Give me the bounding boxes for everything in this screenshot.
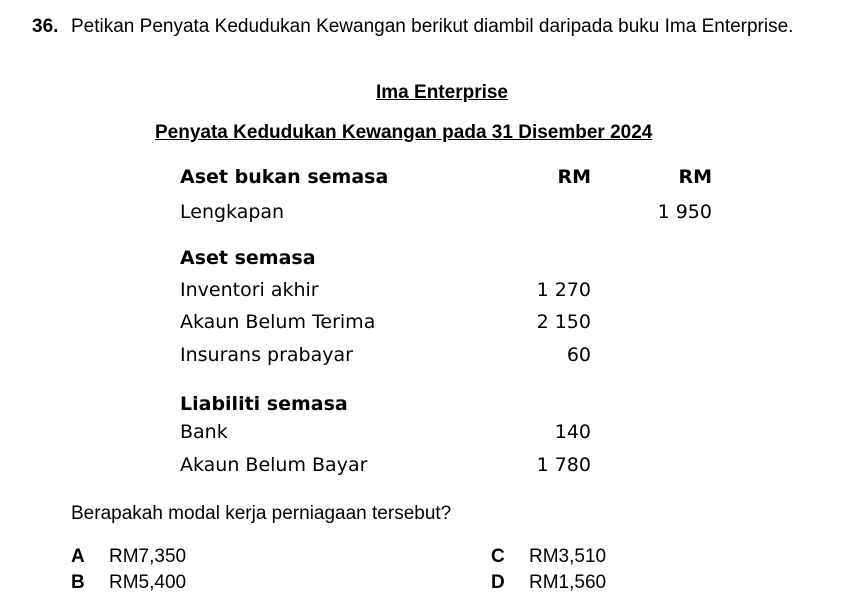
row-amount: 1 780 — [536, 454, 591, 476]
row-amount: 60 — [566, 344, 591, 366]
non-current-assets-heading: Aset bukan semasa — [180, 166, 389, 188]
current-liabilities-heading: Liabiliti semasa — [180, 393, 348, 415]
row-label: Lengkapan — [180, 201, 285, 223]
row-amount: 1 950 — [657, 201, 712, 223]
option-a[interactable] — [71, 546, 186, 568]
table-row — [180, 344, 720, 372]
row-label: Akaun Belum Terima — [180, 311, 376, 333]
table-row — [180, 201, 720, 229]
row-label: Akaun Belum Bayar — [180, 454, 368, 476]
question-text: Petikan Penyata Kedudukan Kewangan berikut diambil daripada buku Ima Enterprise. — [71, 16, 794, 37]
option-letter: D — [491, 572, 505, 593]
question — [32, 14, 822, 40]
row-label: Inventori akhir — [180, 279, 319, 301]
table-row — [180, 454, 720, 482]
option-letter: C — [491, 546, 505, 567]
option-text: RM1,560 — [529, 572, 607, 593]
table-row — [180, 421, 720, 449]
row-amount: 2 150 — [536, 311, 591, 333]
option-letter: B — [71, 572, 85, 593]
current-assets-heading: Aset semasa — [180, 247, 316, 269]
table-row — [180, 311, 720, 339]
row-label: Bank — [180, 421, 228, 443]
table-row — [180, 279, 720, 307]
current-assets-heading-row — [180, 247, 720, 275]
statement-title: Penyata Kedudukan Kewangan pada 31 Disember 2024 — [155, 122, 653, 143]
option-text: RM5,400 — [109, 572, 187, 593]
row-label: Insurans prabayar — [180, 344, 353, 366]
option-c[interactable] — [491, 546, 606, 568]
current-liabilities-heading-row — [180, 393, 720, 421]
column-header-rm-2: RM — [678, 166, 712, 188]
row-amount: 140 — [554, 421, 591, 443]
column-header-rm-1: RM — [557, 166, 591, 188]
option-text: RM7,350 — [109, 546, 187, 567]
question-number: 36. — [32, 16, 59, 37]
company-name: Ima Enterprise — [376, 82, 508, 103]
row-amount: 1 270 — [536, 279, 591, 301]
option-text: RM3,510 — [529, 546, 607, 567]
option-letter: A — [71, 546, 85, 567]
question-prompt: Berapakah modal kerja perniagaan tersebut? — [71, 503, 452, 524]
table-header-row — [180, 166, 720, 194]
option-d[interactable] — [491, 572, 606, 594]
option-b[interactable] — [71, 572, 186, 594]
